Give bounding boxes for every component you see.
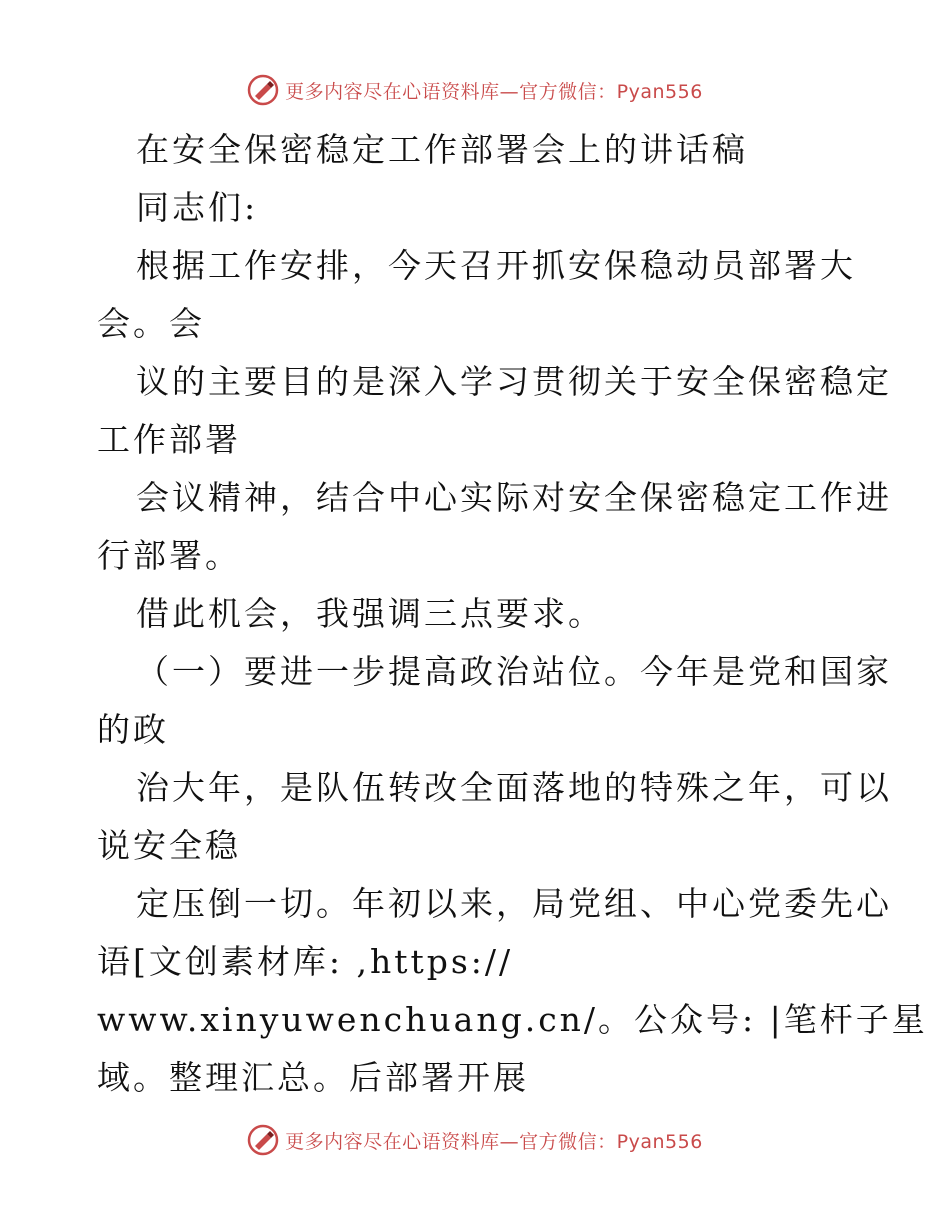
- text-line: 说安全稳: [97, 826, 241, 865]
- text-line-url: www.xinyuwenchuang.cn/。公众号: |笔杆子星: [97, 1000, 928, 1039]
- header-banner-text: 更多内容尽在心语资料库—官方微信：Pyan556: [285, 80, 703, 103]
- text-line: 根据工作安排，今天召开抓安保稳动员部署大: [136, 246, 856, 285]
- text-line: 借此机会，我强调三点要求。: [136, 594, 604, 633]
- footer-banner-text: 更多内容尽在心语资料库—官方微信：Pyan556: [285, 1130, 703, 1153]
- footer-watermark-banner: [0, 1120, 950, 1160]
- header-watermark-banner: [0, 70, 950, 110]
- text-line: 会议精神，结合中心实际对安全保密稳定工作进: [136, 478, 892, 517]
- text-line: 定压倒一切。年初以来，局党组、中心党委先心: [136, 884, 892, 923]
- text-line: 域。整理汇总。后部署开展: [97, 1058, 529, 1097]
- text-line: 会。会: [97, 304, 205, 343]
- text-line: 工作部署: [97, 420, 241, 459]
- text-line: 的政: [97, 710, 169, 749]
- pen-logo-icon: [247, 1124, 279, 1156]
- text-line: 议的主要目的是深入学习贯彻关于安全保密稳定: [136, 362, 892, 401]
- pen-logo-icon: [247, 74, 279, 106]
- text-line: 语[文创素材库: ,https://: [97, 942, 514, 981]
- text-line: 同志们:: [136, 188, 259, 227]
- document-title: 在安全保密稳定工作部署会上的讲话稿: [136, 130, 748, 169]
- text-line: （一）要进一步提高政治站位。今年是党和国家: [136, 652, 892, 691]
- text-line: 行部署。: [97, 536, 241, 575]
- text-line: 治大年，是队伍转改全面落地的特殊之年，可以: [136, 768, 892, 807]
